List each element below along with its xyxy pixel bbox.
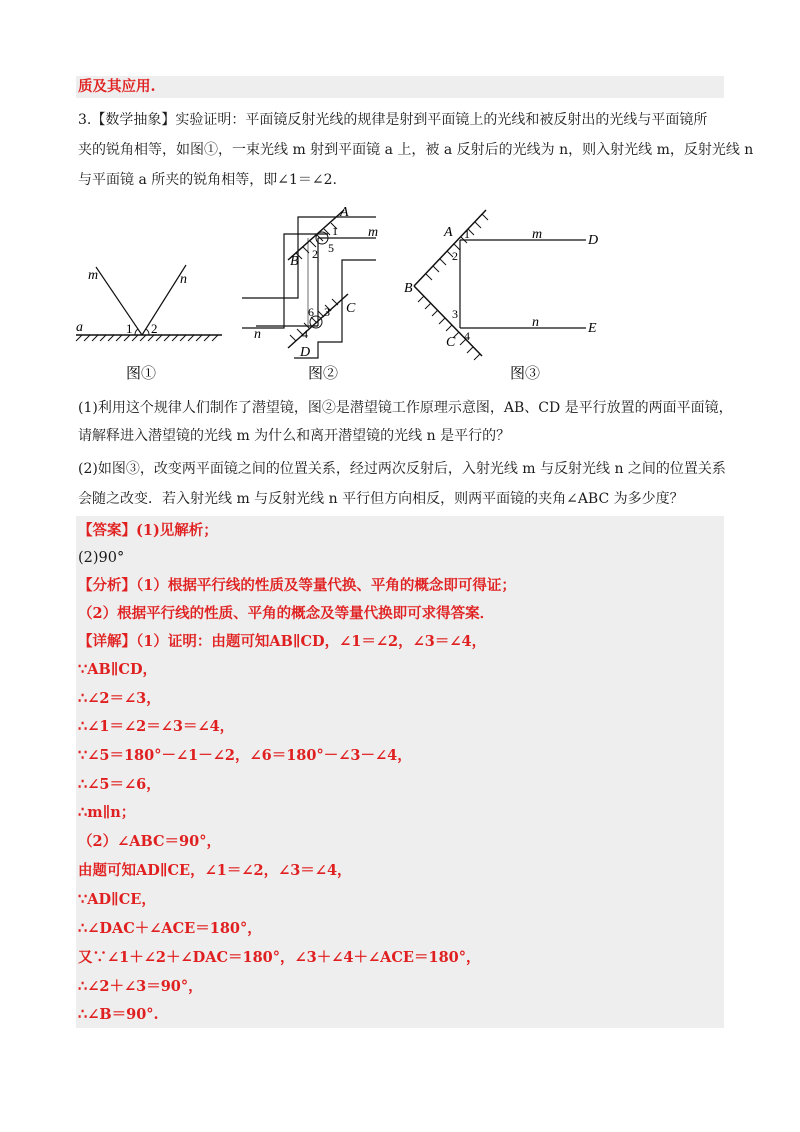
fig2-label-4: 4 xyxy=(302,327,308,341)
header-text: 质及其应用. xyxy=(78,78,156,95)
detail-line-5: ∵∠5＝180°－∠1－∠2，∠6＝180°－∠3－∠4， xyxy=(78,747,412,764)
fig3-label-4: 4 xyxy=(464,329,470,343)
fig2-label-1: 1 xyxy=(332,224,338,238)
detail-line-11: ∴∠DAC＋∠ACE＝180°， xyxy=(78,920,262,937)
fig3-label-2: 2 xyxy=(452,249,458,263)
fig3-label-B: B xyxy=(404,281,413,296)
fig2-label-B: B xyxy=(290,254,299,269)
analysis-line-1: 【分析】（1）根据平行线的性质及等量代换、平角的概念即可得证； xyxy=(78,577,516,594)
detail-line-3: ∴∠2＝∠3， xyxy=(78,690,161,707)
fig1-label-m: m xyxy=(88,268,99,283)
detail-line-1: 【详解】（1）证明：由题可知AB∥CD，∠1＝∠2，∠3＝∠4， xyxy=(78,633,487,650)
fig2-label-5: 5 xyxy=(328,241,334,255)
detail-line-2: ∵AB∥CD， xyxy=(78,661,158,678)
detail-line-10: ∵AD∥CE， xyxy=(78,891,156,908)
fig2-label-A: A xyxy=(340,205,349,220)
fig3-label-m: m xyxy=(532,227,543,242)
fig2-caption: 图② xyxy=(308,366,339,382)
question-line-3: 与平面镜 a 所夹的锐角相等，即∠1＝∠2. xyxy=(78,172,337,188)
detail-line-12: 又∵∠1＋∠2＋∠DAC＝180°，∠3＋∠4＋∠ACE＝180°， xyxy=(78,949,481,966)
answer-line-1: 【答案】(1)见解析； xyxy=(78,522,218,539)
figure-1 xyxy=(74,255,234,385)
fig2-label-D: D xyxy=(300,345,311,360)
header-band xyxy=(76,76,724,98)
fig2-label-2: 2 xyxy=(312,247,318,261)
detail-line-13: ∴∠2＋∠3＝90°， xyxy=(78,978,203,995)
fig3-label-3: 3 xyxy=(452,307,458,321)
part1-line-b: 请解释进入潜望镜的光线 m 为什么和离开潜望镜的光线 n 是平行的？ xyxy=(78,428,511,444)
figure-2 xyxy=(236,200,396,385)
fig1-label-1: 1 xyxy=(126,321,133,336)
part2-line-b: 会随之改变．若入射光线 m 与反射光线 n 平行但方向相反，则两平面镜的夹角∠ABC 为多少度？ xyxy=(78,491,684,507)
question-line-1: 3.【数学抽象】实验证明：平面镜反射光线的规律是射到平面镜上的光线和被反射出的光线与平面镜所 xyxy=(78,112,708,128)
fig3-caption: 图③ xyxy=(510,366,541,382)
fig1-label-n: n xyxy=(180,272,187,287)
fig2-label-m: m xyxy=(368,225,379,240)
figure-3 xyxy=(400,200,610,385)
detail-line-6: ∴∠5＝∠6， xyxy=(78,776,161,793)
fig3-label-A: A xyxy=(444,225,453,240)
fig2-label-3: 3 xyxy=(324,305,330,319)
fig1-caption: 图① xyxy=(126,366,157,382)
fig3-label-n: n xyxy=(532,315,539,330)
answer-line-2: (2)90° xyxy=(78,550,125,566)
fig2-label-6: 6 xyxy=(308,305,314,319)
detail-line-7: ∴m∥n； xyxy=(78,804,136,821)
fig3-label-D: D xyxy=(588,233,599,248)
question-line-2: 夹的锐角相等，如图①，一束光线 m 射到平面镜 a 上，被 a 反射后的光线为 n，则入射光线 m，反射光线 n xyxy=(78,142,754,158)
fig2-label-n: n xyxy=(254,327,261,342)
analysis-line-2: （2）根据平行线的性质、平角的概念及等量代换即可求得答案． xyxy=(78,605,495,622)
fig3-label-E: E xyxy=(588,321,597,336)
fig1-label-a: a xyxy=(76,320,83,335)
detail-line-14: ∴∠B＝90°. xyxy=(78,1006,159,1023)
part2-line-a: (2)如图③，改变两平面镜之间的位置关系，经过两次反射后，入射光线 m 与反射光线 n 之间的位置关系 xyxy=(78,461,726,477)
detail-line-8: （2）∠ABC＝90°， xyxy=(78,833,221,850)
part1-line-a: (1)利用这个规律人们制作了潜望镜，图②是潜望镜工作原理示意图，AB、CD 是平行放置的两面平面镜， xyxy=(78,400,733,416)
fig3-label-1: 1 xyxy=(464,227,470,241)
detail-line-4: ∴∠1＝∠2＝∠3＝∠4， xyxy=(78,718,235,735)
fig1-label-2: 2 xyxy=(151,321,158,336)
detail-line-9: 由题可知AD∥CE，∠1＝∠2，∠3＝∠4， xyxy=(78,862,352,879)
fig3-label-C: C xyxy=(446,335,456,350)
fig2-label-C: C xyxy=(346,301,356,316)
